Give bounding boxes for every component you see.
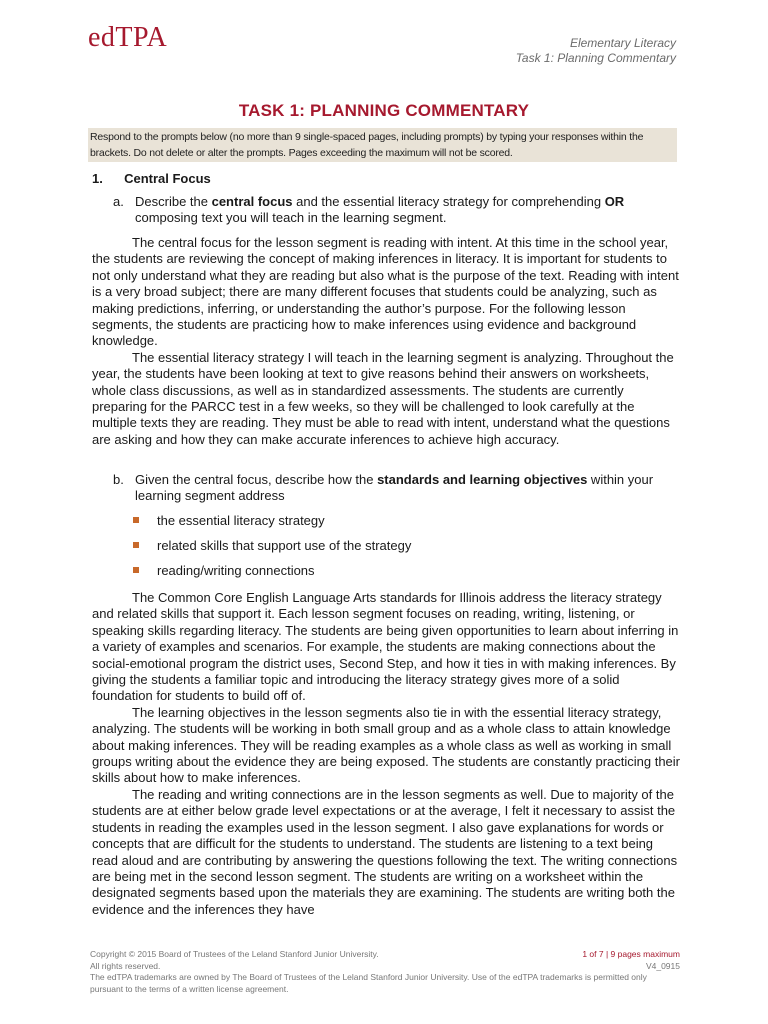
instructions-box: Respond to the prompts below (no more than 9 single-spaced pages, including prompts) by typing your responses within the brackets. Do not delete or alter the prompts. Pages exceeding the maximum will not be scored. xyxy=(88,128,677,162)
prompt-a xyxy=(113,194,673,227)
bullet-item: the essential literacy strategy xyxy=(133,513,325,529)
header-task: Task 1: Planning Commentary xyxy=(515,51,676,65)
prompt-a-marker: a. xyxy=(113,194,124,209)
page-footer xyxy=(90,949,680,995)
footer-copyright: Copyright © 2015 Board of Trustees of the Leland Stanford Junior University. xyxy=(90,949,379,959)
response-paragraph: The essential literacy strategy I will teach in the learning segment is analyzing. Throughout the year, the students have been looking at text to give reasons behind their answers on worksheets, whole class discussions, as well as in standardized assessments. The students are currently preparing for the PARCC test in a few weeks, so they will be challenged to look carefully at the multiple texts they are reading. They must be able to read with intent, understand what the questions are asking and how they can make accurate inferences to achieve high accuracy. xyxy=(92,349,674,447)
version-label: V4_0915 xyxy=(645,961,680,971)
header-subject: Elementary Literacy xyxy=(569,36,676,50)
prompt-b-text: Given the central focus, describe how the standards and learning objectives within your learning segment address xyxy=(135,472,654,504)
response-paragraph: The learning objectives in the lesson segments also tie in with the essential literacy strategy, analyzing. The students will be working in both small group and as a whole class to attain knowledge about making inferences. They will be reading examples as a whole class as well as working in small groups writing about the evidence they are being exposed. The students are constantly practicing their skills about how to make inferences. xyxy=(92,704,681,786)
section-title: Central Focus xyxy=(124,171,211,186)
bullet-item: reading/writing connections xyxy=(133,563,315,579)
footer-trademark: The edTPA trademarks are owned by The Board of Trustees of the Leland Stanford Junior University. Use of the edTPA trademarks is permitted only pursuant to the terms of a written license agreement. xyxy=(90,972,647,994)
page-count: 1 of 7 | 9 pages maximum xyxy=(582,949,680,959)
square-bullet-icon xyxy=(133,567,139,573)
square-bullet-icon xyxy=(133,542,139,548)
prompt-a-text: Describe the central focus and the essential literacy strategy for comprehending OR composing text you will teach in the learning segment. xyxy=(135,194,625,226)
response-paragraph: The reading and writing connections are in the lesson segments as well. Due to majority of the students are at either below grade level expectations or at the average, I felt it necessary to assist the students in reading the examples used in the lesson segment. I also gave explanations for words or concepts that are difficult for the students to understand. The students are listening to a text being read aloud and are contributing by answering the questions following the text. The writing connections are being met in the second lesson segment. The students are writing on a worksheet within the designated segments based upon the materials they are examining. The students are writing both the evidence and the inferences they have xyxy=(92,786,678,917)
response-paragraph: The central focus for the lesson segment is reading with intent. At this time in the school year, the students are reviewing the concept of making inferences in literacy. It is important for students to not only understand what they are reading but also what is the purpose of the text. Reading with intent is a very broad subject; there are many different focuses that students could be analyzing, such as making predictions, inferring, or understanding the author’s purpose. For the following lesson segments, the students are practicing how to make inferences using evidence and background knowledge. xyxy=(92,235,679,349)
bullet-item: related skills that support use of the strategy xyxy=(133,538,411,554)
response-paragraph: The Common Core English Language Arts standards for Illinois address the literacy strategy and related skills that support it. Each lesson segment focuses on reading, writing, listening, or speaking skills regarding literacy. The students are being given opportunities to learn about inferring in a variety of examples and scenarios. For example, the students are making connections about the social-emotional program the district uses, Second Step, and how it ties in with making inferences. By giving the students a familiar topic and introducing the literacy strategy gives more of a solid foundation for students to build off of. xyxy=(92,590,679,704)
footer-rights: All rights reserved. xyxy=(90,960,161,971)
response-b xyxy=(92,590,682,920)
section-heading xyxy=(92,171,211,186)
section-number: 1. xyxy=(92,171,103,186)
edtpa-logo: edTPA xyxy=(88,22,168,53)
response-a xyxy=(92,235,682,448)
header-right xyxy=(516,36,676,66)
page-title: TASK 1: PLANNING COMMENTARY xyxy=(238,101,530,120)
prompt-b-marker: b. xyxy=(113,472,124,487)
prompt-b xyxy=(113,472,673,505)
square-bullet-icon xyxy=(133,517,139,523)
